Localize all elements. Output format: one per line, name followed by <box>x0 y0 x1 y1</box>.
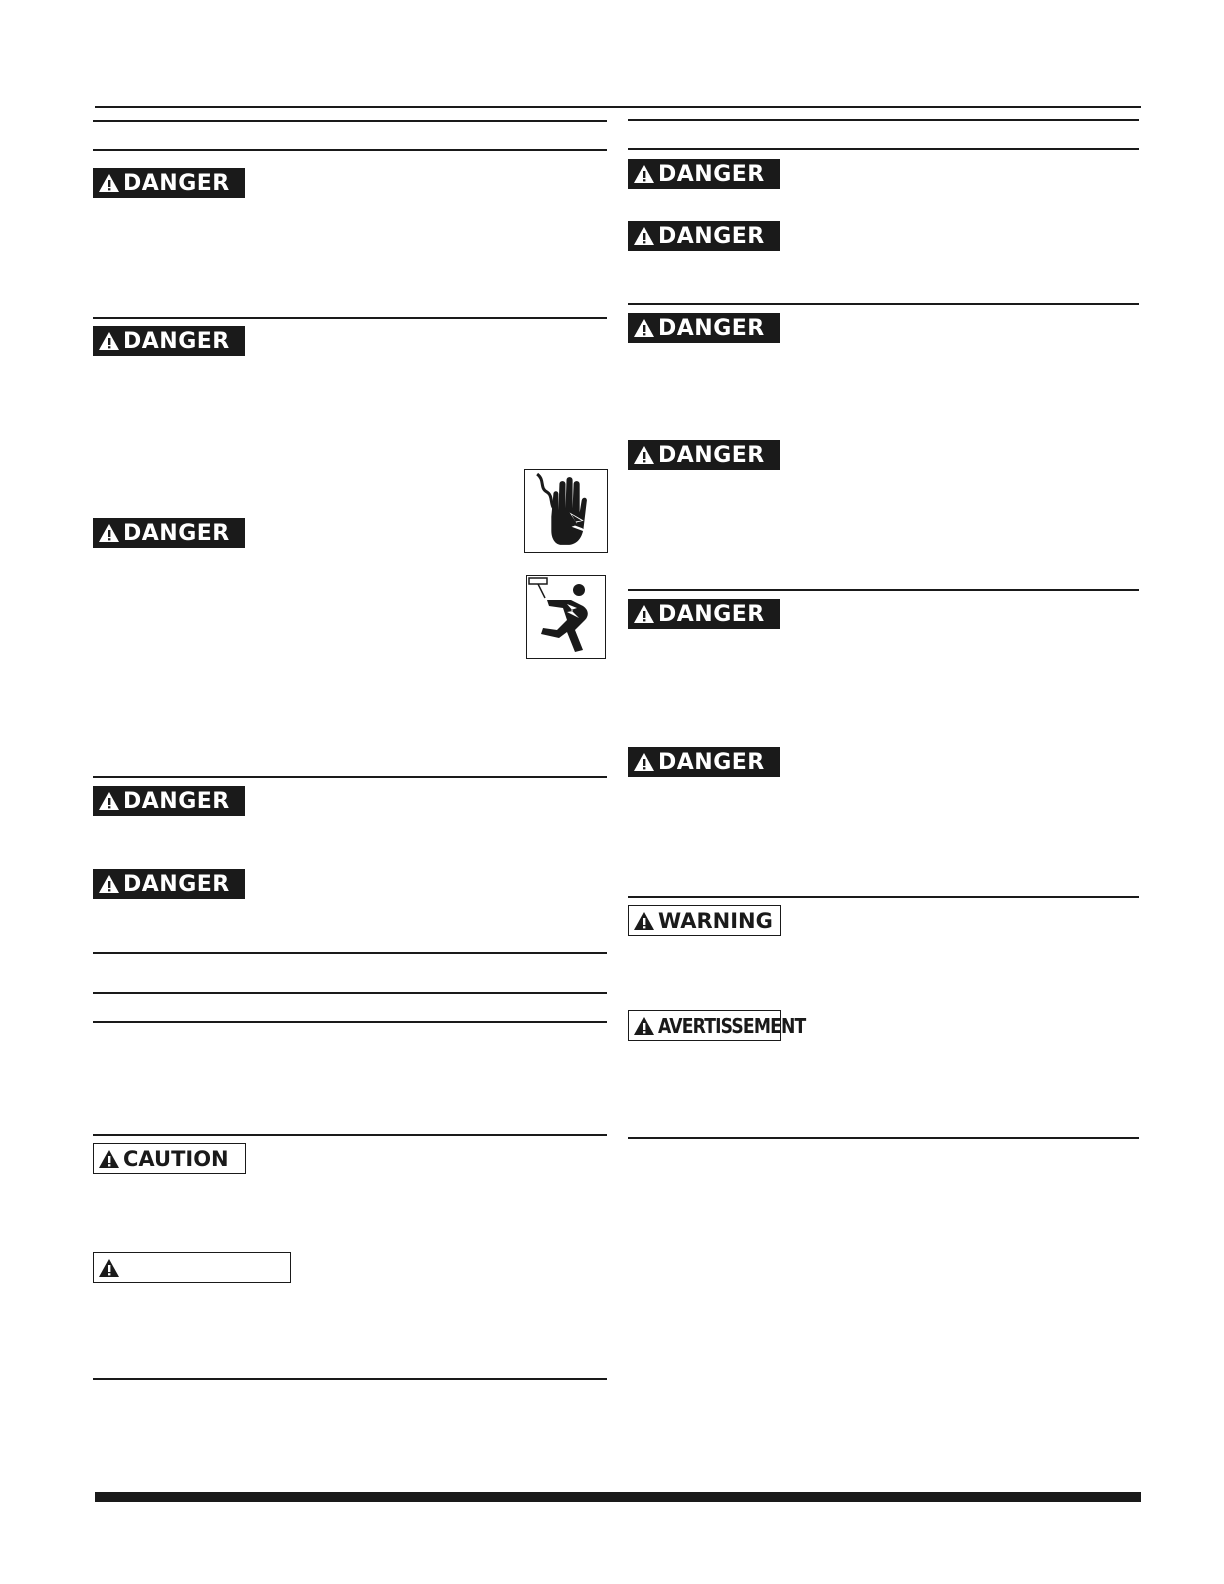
left-rule <box>93 992 607 994</box>
avertissement-label: AVERTISSEMENT <box>628 1010 781 1041</box>
warning-triangle-icon <box>633 604 655 624</box>
danger-label: DANGER <box>93 786 245 816</box>
electrocution-person-icon <box>526 575 606 659</box>
left-rule <box>93 317 607 319</box>
left-rule <box>93 1134 607 1136</box>
danger-label: DANGER <box>93 168 245 198</box>
warning-triangle-icon <box>98 173 120 193</box>
warning-triangle-icon <box>633 318 655 338</box>
left-rule <box>93 952 607 954</box>
danger-label: DANGER <box>628 747 780 777</box>
right-rule <box>628 303 1139 305</box>
warning-triangle-icon <box>98 874 120 894</box>
left-rule <box>93 1378 607 1380</box>
danger-label: DANGER <box>93 518 245 548</box>
top-rule <box>95 106 1141 108</box>
warning-triangle-icon <box>633 164 655 184</box>
warning-triangle-icon <box>633 752 655 772</box>
right-rule <box>628 589 1139 591</box>
danger-label: DANGER <box>628 440 780 470</box>
danger-label: DANGER <box>628 313 780 343</box>
right-rule <box>628 896 1139 898</box>
left-rule <box>93 776 607 778</box>
danger-label: DANGER <box>628 599 780 629</box>
warning-triangle-icon <box>98 1149 120 1169</box>
right-rule <box>628 119 1139 121</box>
left-rule <box>93 1021 607 1023</box>
warning-triangle-icon <box>98 523 120 543</box>
warning-triangle-icon <box>633 1016 655 1036</box>
hand-hazard-graphic <box>525 470 606 551</box>
danger-label: DANGER <box>628 159 780 189</box>
electric-shock-hand-icon <box>524 469 608 553</box>
warning-triangle-icon <box>98 791 120 811</box>
danger-label: DANGER <box>628 221 780 251</box>
warning-triangle-icon <box>633 445 655 465</box>
danger-label: DANGER <box>93 869 245 899</box>
warning-triangle-icon <box>633 911 655 931</box>
left-rule <box>93 120 607 122</box>
danger-label: DANGER <box>93 326 245 356</box>
warning-triangle-icon <box>633 226 655 246</box>
warning-triangle-icon <box>98 1258 120 1278</box>
warning-triangle-icon <box>98 331 120 351</box>
left-rule <box>93 149 607 151</box>
person-hazard-graphic <box>527 576 604 657</box>
right-rule <box>628 1137 1139 1139</box>
bottom-rule <box>95 1492 1141 1502</box>
right-rule <box>628 148 1139 150</box>
caution-label: CAUTION <box>93 1143 246 1174</box>
notice-label <box>93 1252 291 1283</box>
warning-label: WARNING <box>628 905 781 936</box>
